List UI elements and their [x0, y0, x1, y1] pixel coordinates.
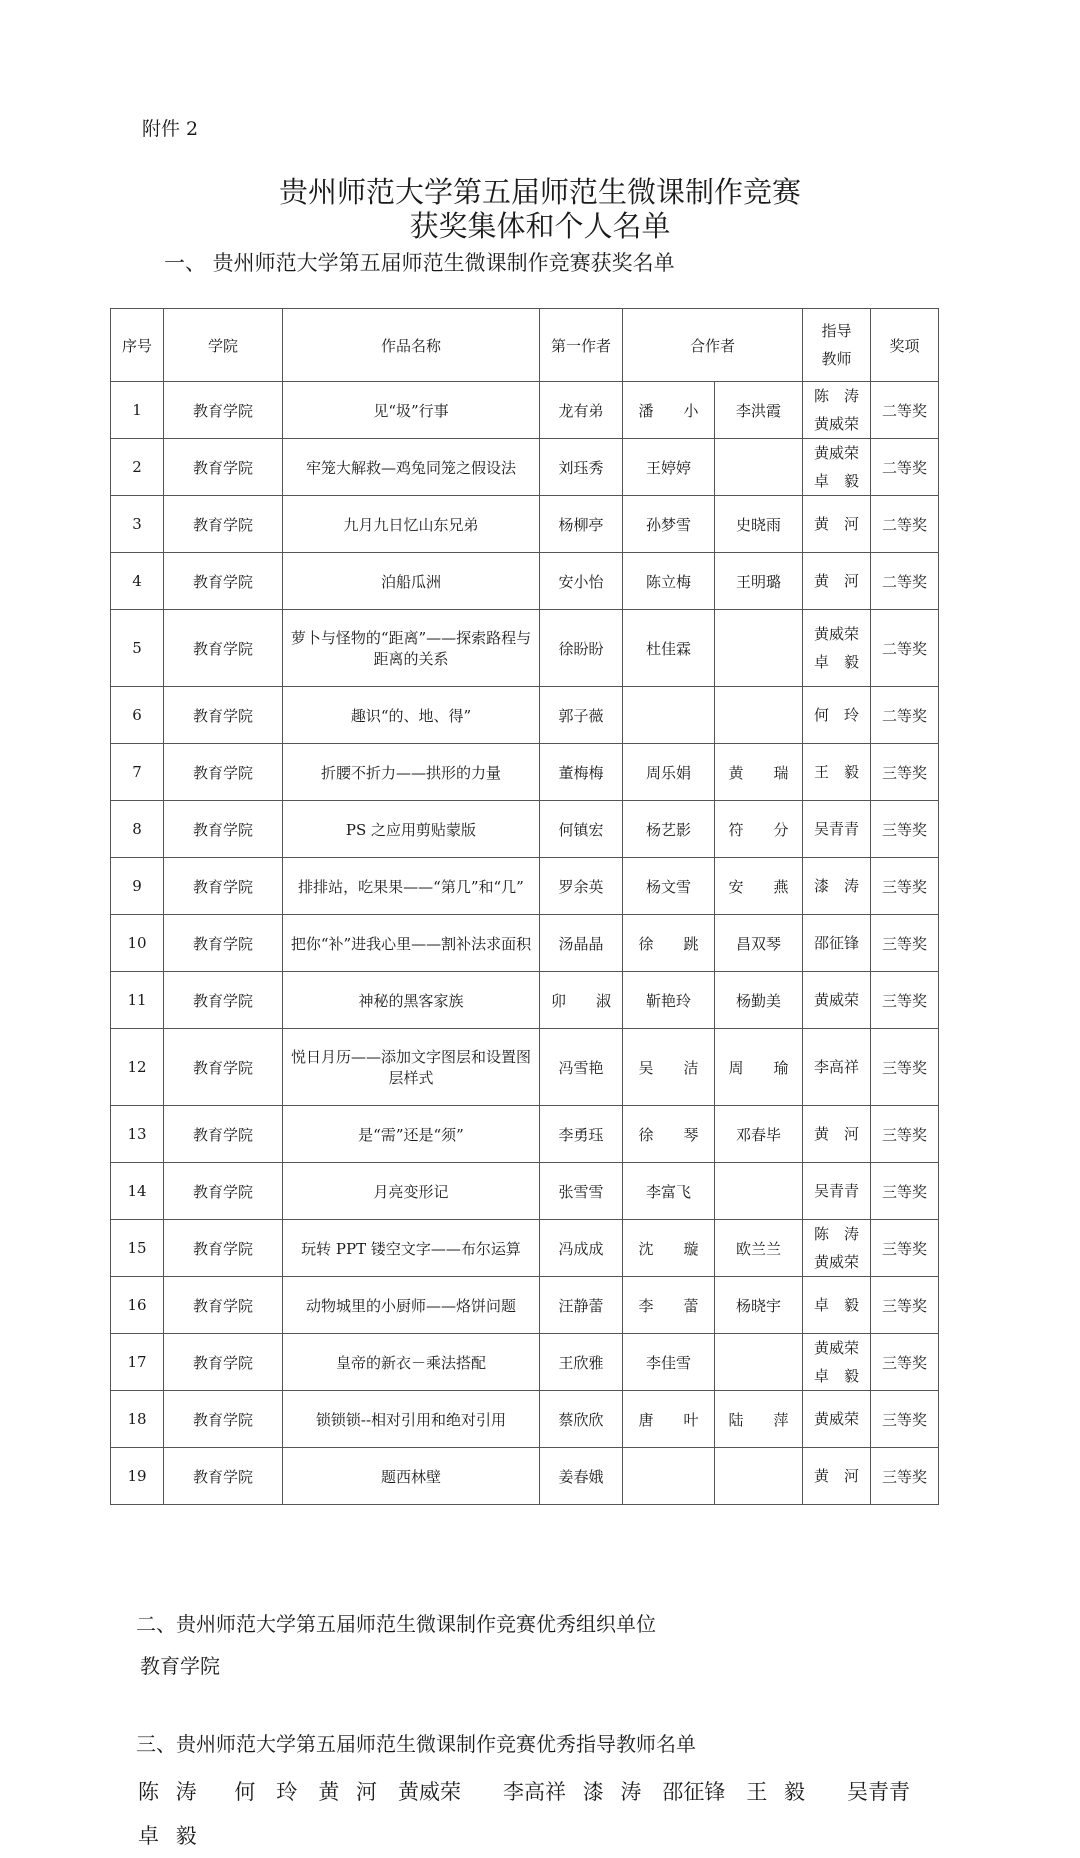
cell-work: 把你“补”进我心里——割补法求面积: [283, 915, 540, 972]
cell-coauthor-1: [623, 1448, 715, 1505]
cell-teacher: 吴青青: [803, 801, 871, 858]
cell-first-author: 刘珏秀: [540, 439, 623, 496]
table-header-row: [111, 309, 939, 382]
header-college: 学院: [164, 309, 283, 382]
section1-heading: 一、 贵州师范大学第五届师范生微课制作竞赛获奖名单: [164, 251, 675, 275]
cell-award: 三等奖: [871, 1448, 939, 1505]
cell-first-author: 何镇宏: [540, 801, 623, 858]
cell-teacher: 李高祥: [803, 1029, 871, 1106]
cell-no: 6: [111, 687, 164, 744]
table-row: [111, 1220, 939, 1277]
cell-work: 月亮变形记: [283, 1163, 540, 1220]
cell-coauthor-2: 欧兰兰: [715, 1220, 803, 1277]
cell-award: 三等奖: [871, 1163, 939, 1220]
cell-college: 教育学院: [164, 801, 283, 858]
cell-no: 9: [111, 858, 164, 915]
cell-coauthor-2: 陆 萍: [715, 1391, 803, 1448]
table-row: [111, 687, 939, 744]
cell-college: 教育学院: [164, 553, 283, 610]
cell-no: 5: [111, 610, 164, 687]
cell-first-author: 姜春娥: [540, 1448, 623, 1505]
document-title-line2: 获奖集体和个人名单: [409, 209, 671, 243]
cell-coauthor-2: 杨晓宇: [715, 1277, 803, 1334]
cell-college: 教育学院: [164, 1334, 283, 1391]
cell-work: 锁锁锁--相对引用和绝对引用: [283, 1391, 540, 1448]
table-row: [111, 1163, 939, 1220]
cell-college: 教育学院: [164, 382, 283, 439]
table-row: [111, 858, 939, 915]
cell-coauthor-1: 沈 璇: [623, 1220, 715, 1277]
cell-first-author: 李勇珏: [540, 1106, 623, 1163]
cell-work: 皇帝的新衣－乘法搭配: [283, 1334, 540, 1391]
cell-college: 教育学院: [164, 439, 283, 496]
cell-no: 17: [111, 1334, 164, 1391]
cell-award: 三等奖: [871, 1029, 939, 1106]
cell-coauthor-1: 杨文雪: [623, 858, 715, 915]
cell-award: 三等奖: [871, 858, 939, 915]
cell-first-author: 龙有弟: [540, 382, 623, 439]
cell-no: 2: [111, 439, 164, 496]
cell-no: 19: [111, 1448, 164, 1505]
cell-first-author: 卯 淑: [540, 972, 623, 1029]
cell-no: 4: [111, 553, 164, 610]
table-row: [111, 1277, 939, 1334]
cell-college: 教育学院: [164, 1220, 283, 1277]
cell-no: 18: [111, 1391, 164, 1448]
cell-coauthor-1: 李 蕾: [623, 1277, 715, 1334]
section2-heading: 二、贵州师范大学第五届师范生微课制作竞赛优秀组织单位: [136, 1612, 656, 1636]
table-row: [111, 382, 939, 439]
cell-coauthor-1: 王婷婷: [623, 439, 715, 496]
cell-coauthor-1: 孙梦雪: [623, 496, 715, 553]
cell-coauthor-2: [715, 1334, 803, 1391]
cell-award: 三等奖: [871, 1334, 939, 1391]
cell-award: 三等奖: [871, 1106, 939, 1163]
cell-award: 二等奖: [871, 610, 939, 687]
cell-teacher: 陈 涛 黄威荣: [803, 382, 871, 439]
cell-college: 教育学院: [164, 1448, 283, 1505]
cell-award: 二等奖: [871, 382, 939, 439]
table-row: [111, 1106, 939, 1163]
cell-coauthor-1: [623, 687, 715, 744]
cell-college: 教育学院: [164, 1163, 283, 1220]
cell-coauthor-2: 周 瑜: [715, 1029, 803, 1106]
cell-coauthor-2: 黄 瑞: [715, 744, 803, 801]
cell-work: PS 之应用剪贴蒙版: [283, 801, 540, 858]
cell-coauthor-2: 杨勤美: [715, 972, 803, 1029]
cell-first-author: 冯雪艳: [540, 1029, 623, 1106]
cell-coauthor-1: 李富飞: [623, 1163, 715, 1220]
cell-coauthor-2: [715, 610, 803, 687]
cell-no: 13: [111, 1106, 164, 1163]
cell-no: 1: [111, 382, 164, 439]
section3-heading: 三、贵州师范大学第五届师范生微课制作竞赛优秀指导教师名单: [136, 1732, 696, 1756]
cell-no: 8: [111, 801, 164, 858]
cell-coauthor-2: [715, 1163, 803, 1220]
cell-college: 教育学院: [164, 1029, 283, 1106]
cell-no: 7: [111, 744, 164, 801]
cell-work: 玩转 PPT 镂空文字——布尔运算: [283, 1220, 540, 1277]
cell-coauthor-1: 杨艺影: [623, 801, 715, 858]
cell-college: 教育学院: [164, 972, 283, 1029]
cell-work: 是“需”还是“须”: [283, 1106, 540, 1163]
cell-first-author: 安小怡: [540, 553, 623, 610]
cell-coauthor-1: 唐 叶: [623, 1391, 715, 1448]
cell-work: 神秘的黑客家族: [283, 972, 540, 1029]
cell-work: 折腰不折力——拱形的力量: [283, 744, 540, 801]
table-row: [111, 1391, 939, 1448]
cell-college: 教育学院: [164, 610, 283, 687]
cell-coauthor-1: 周乐娟: [623, 744, 715, 801]
cell-work: 萝卜与怪物的“距离”——探索路程与距离的关系: [283, 610, 540, 687]
cell-coauthor-2: 昌双琴: [715, 915, 803, 972]
header-coauthors: 合作者: [623, 309, 803, 382]
cell-award: 三等奖: [871, 801, 939, 858]
cell-teacher: 黄 河: [803, 496, 871, 553]
cell-award: 三等奖: [871, 915, 939, 972]
cell-teacher: 黄威荣: [803, 1391, 871, 1448]
header-first-author: 第一作者: [540, 309, 623, 382]
attachment-label: 附件 2: [142, 118, 199, 140]
cell-coauthor-1: 徐 琴: [623, 1106, 715, 1163]
cell-teacher: 漆 涛: [803, 858, 871, 915]
organizing-unit: 教育学院: [140, 1654, 220, 1678]
cell-first-author: 郭子薇: [540, 687, 623, 744]
cell-teacher: 黄 河: [803, 1106, 871, 1163]
cell-teacher: 卓 毅: [803, 1277, 871, 1334]
table-row: [111, 1334, 939, 1391]
cell-college: 教育学院: [164, 915, 283, 972]
cell-teacher: 邵征锋: [803, 915, 871, 972]
cell-coauthor-1: 吴 洁: [623, 1029, 715, 1106]
cell-college: 教育学院: [164, 744, 283, 801]
cell-first-author: 张雪雪: [540, 1163, 623, 1220]
cell-first-author: 蔡欣欣: [540, 1391, 623, 1448]
cell-award: 三等奖: [871, 1220, 939, 1277]
cell-award: 二等奖: [871, 439, 939, 496]
cell-teacher: 黄 河: [803, 1448, 871, 1505]
cell-work: 悦日月历——添加文字图层和设置图层样式: [283, 1029, 540, 1106]
cell-work: 九月九日忆山东兄弟: [283, 496, 540, 553]
cell-teacher: 黄威荣 卓 毅: [803, 439, 871, 496]
cell-teacher: 何 玲: [803, 687, 871, 744]
cell-no: 14: [111, 1163, 164, 1220]
cell-coauthor-1: 陈立梅: [623, 553, 715, 610]
cell-college: 教育学院: [164, 496, 283, 553]
cell-coauthor-2: 史晓雨: [715, 496, 803, 553]
header-award: 奖项: [871, 309, 939, 382]
cell-coauthor-1: 徐 跳: [623, 915, 715, 972]
cell-college: 教育学院: [164, 858, 283, 915]
cell-coauthor-1: 靳艳玲: [623, 972, 715, 1029]
cell-coauthor-2: 王明璐: [715, 553, 803, 610]
cell-award: 三等奖: [871, 1391, 939, 1448]
header-work: 作品名称: [283, 309, 540, 382]
cell-award: 二等奖: [871, 553, 939, 610]
cell-work: 趣识“的、地、得”: [283, 687, 540, 744]
cell-work: 动物城里的小厨师——烙饼问题: [283, 1277, 540, 1334]
excellent-teachers-list: 陈 涛 何 玲 黄 河 黄威荣 李高祥 漆 涛 邵征锋 王 毅 吴青青 卓 毅: [138, 1780, 932, 1848]
cell-no: 16: [111, 1277, 164, 1334]
cell-award: 二等奖: [871, 687, 939, 744]
table-row: [111, 439, 939, 496]
cell-first-author: 冯成成: [540, 1220, 623, 1277]
header-teacher: 指导 教师: [803, 309, 871, 382]
cell-coauthor-2: 李洪霞: [715, 382, 803, 439]
cell-coauthor-2: 邓春毕: [715, 1106, 803, 1163]
cell-first-author: 王欣雅: [540, 1334, 623, 1391]
cell-no: 10: [111, 915, 164, 972]
cell-teacher: 陈 涛 黄威荣: [803, 1220, 871, 1277]
cell-first-author: 董梅梅: [540, 744, 623, 801]
cell-coauthor-1: 潘 小: [623, 382, 715, 439]
cell-work: 排排站，吃果果——“第几”和“几”: [283, 858, 540, 915]
header-no: 序号: [111, 309, 164, 382]
cell-work: 题西林壁: [283, 1448, 540, 1505]
cell-teacher: 黄威荣 卓 毅: [803, 610, 871, 687]
cell-first-author: 汤晶晶: [540, 915, 623, 972]
table-row: [111, 972, 939, 1029]
cell-teacher: 黄 河: [803, 553, 871, 610]
cell-award: 二等奖: [871, 496, 939, 553]
cell-teacher: 吴青青: [803, 1163, 871, 1220]
cell-first-author: 徐盼盼: [540, 610, 623, 687]
cell-college: 教育学院: [164, 1391, 283, 1448]
cell-work: 泊船瓜洲: [283, 553, 540, 610]
table-row: [111, 1029, 939, 1106]
table-row: [111, 915, 939, 972]
cell-teacher: 黄威荣 卓 毅: [803, 1334, 871, 1391]
cell-coauthor-1: 李佳雪: [623, 1334, 715, 1391]
cell-college: 教育学院: [164, 1106, 283, 1163]
cell-coauthor-2: [715, 1448, 803, 1505]
cell-coauthor-2: 安 燕: [715, 858, 803, 915]
cell-no: 15: [111, 1220, 164, 1277]
cell-college: 教育学院: [164, 1277, 283, 1334]
table-row: [111, 744, 939, 801]
cell-coauthor-1: 杜佳霖: [623, 610, 715, 687]
cell-first-author: 杨柳亭: [540, 496, 623, 553]
cell-award: 三等奖: [871, 1277, 939, 1334]
cell-no: 11: [111, 972, 164, 1029]
cell-coauthor-2: [715, 687, 803, 744]
cell-award: 三等奖: [871, 972, 939, 1029]
cell-no: 3: [111, 496, 164, 553]
cell-no: 12: [111, 1029, 164, 1106]
table-row: [111, 610, 939, 687]
cell-work: 牢笼大解救—鸡兔同笼之假设法: [283, 439, 540, 496]
cell-teacher: 黄威荣: [803, 972, 871, 1029]
table-row: [111, 1448, 939, 1505]
cell-coauthor-2: 符 分: [715, 801, 803, 858]
cell-coauthor-2: [715, 439, 803, 496]
table-row: [111, 496, 939, 553]
cell-college: 教育学院: [164, 687, 283, 744]
cell-first-author: 罗余英: [540, 858, 623, 915]
cell-work: 见“圾”行事: [283, 382, 540, 439]
cell-teacher: 王 毅: [803, 744, 871, 801]
table-row: [111, 553, 939, 610]
document-title-line1: 贵州师范大学第五届师范生微课制作竞赛: [278, 175, 801, 209]
cell-award: 三等奖: [871, 744, 939, 801]
table-row: [111, 801, 939, 858]
cell-first-author: 汪静蕾: [540, 1277, 623, 1334]
awards-table: [110, 308, 939, 1505]
